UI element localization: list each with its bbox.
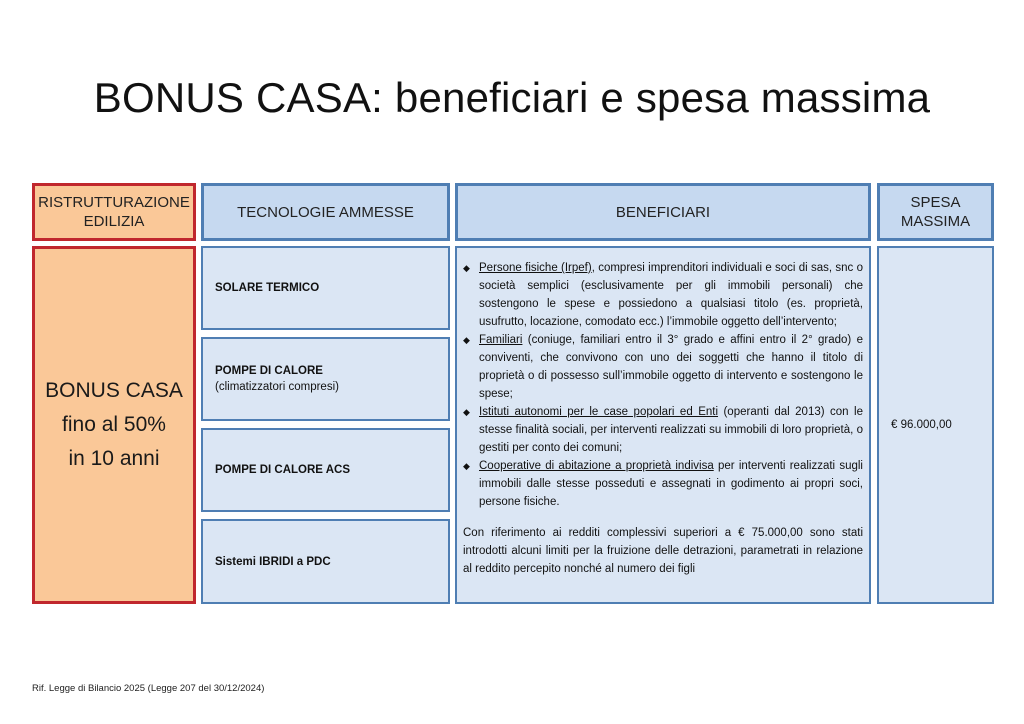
tech-solare-termico	[201, 246, 450, 330]
diamond-bullet-icon: ◆	[463, 461, 470, 471]
beneficiari-item	[463, 331, 863, 403]
beneficiari-cell	[455, 246, 871, 604]
beneficiari-key: Cooperative di abitazione a proprietà indivisa	[479, 460, 714, 472]
header-spesa-line1: SPESA	[910, 194, 961, 211]
header-spesa-line2: MASSIMA	[900, 213, 971, 230]
beneficiari-key: Istituti autonomi per le case popolari ed Enti	[479, 406, 719, 418]
tech-pompe-di-calore	[201, 337, 450, 421]
tech-pompe-di-calore-acs	[201, 428, 450, 512]
tech-label: SOLARE TERMICO	[215, 282, 320, 294]
tech-label: Sistemi IBRIDI a PDC	[215, 555, 331, 568]
bonus-line-3: in 10 anni	[68, 447, 160, 470]
header-ristrutturazione-line2: EDILIZIA	[83, 213, 145, 230]
tech-label: POMPE DI CALORE ACS	[215, 464, 351, 476]
diamond-bullet-icon: ◆	[463, 407, 470, 417]
bonus-line-2: fino al 50%	[62, 413, 166, 436]
header-ristrutturazione-line1: RISTRUTTURAZIONE	[38, 194, 190, 211]
header-ristrutturazione	[32, 183, 196, 241]
beneficiari-text: (coniuge, familiari entro il 3° grado e affini entro il 2° grado) e conviventi, che convivono con uno dei soggetti che hanno il titolo di proprietà o di possesso sull’immobile oggetto di intervento e sostengono le spese;	[479, 334, 863, 400]
beneficiari-key: Familiari	[479, 334, 523, 346]
beneficiari-text: per interventi realizzati sugli immobili dalle stesse posseduti e assegnati in godimento ai propri soci, persone fisiche.	[479, 460, 863, 508]
beneficiari-text: , compresi imprenditori individuali e soci di sas, snc o società semplici (esclusivamente per gli immobili personali) che sostengono le spese e possiedono a qualsiasi titolo (es. proprietà, usufrutto, locazione, comodato ecc.) l’immobile oggetto dell’intervento;	[479, 262, 863, 328]
beneficiari-text: (operanti dal 2013) con le stesse finalità sociali, per interventi realizzati su immobili di loro proprietà, o gestiti per conto dei comuni;	[479, 406, 863, 454]
header-spesa-massima	[877, 183, 994, 241]
beneficiari-item	[463, 457, 863, 511]
tech-label: POMPE DI CALORE	[215, 365, 323, 377]
beneficiari-item	[463, 259, 863, 331]
header-beneficiari: BENEFICIARI	[455, 183, 871, 241]
page-title: BONUS CASA: beneficiari e spesa massima	[93, 74, 931, 121]
bonus-line-1: BONUS CASA	[45, 379, 183, 402]
beneficiari-item	[463, 403, 863, 457]
diamond-bullet-icon: ◆	[463, 335, 470, 345]
tech-sistemi-ibridi	[201, 519, 450, 604]
beneficiari-note: Con riferimento ai redditi complessivi superiori a € 75.000,00 sono stati introdotti alcuni limiti per la fruizione delle detrazioni, parametrati in relazione al reddito percepito nonché al numero dei figli	[463, 527, 863, 575]
footnote: Rif. Legge di Bilancio 2025 (Legge 207 del 30/12/2024)	[32, 683, 265, 694]
tech-sublabel: (climatizzatori compresi)	[215, 381, 339, 393]
beneficiari-key: Persone fisiche (Irpef)	[479, 262, 592, 274]
bonus-casa-cell	[32, 246, 196, 604]
spesa-massima-value: € 96.000,00	[891, 419, 952, 431]
diamond-bullet-icon: ◆	[463, 263, 470, 273]
header-tecnologie: TECNOLOGIE AMMESSE	[201, 183, 450, 241]
spesa-massima-cell	[877, 246, 994, 604]
